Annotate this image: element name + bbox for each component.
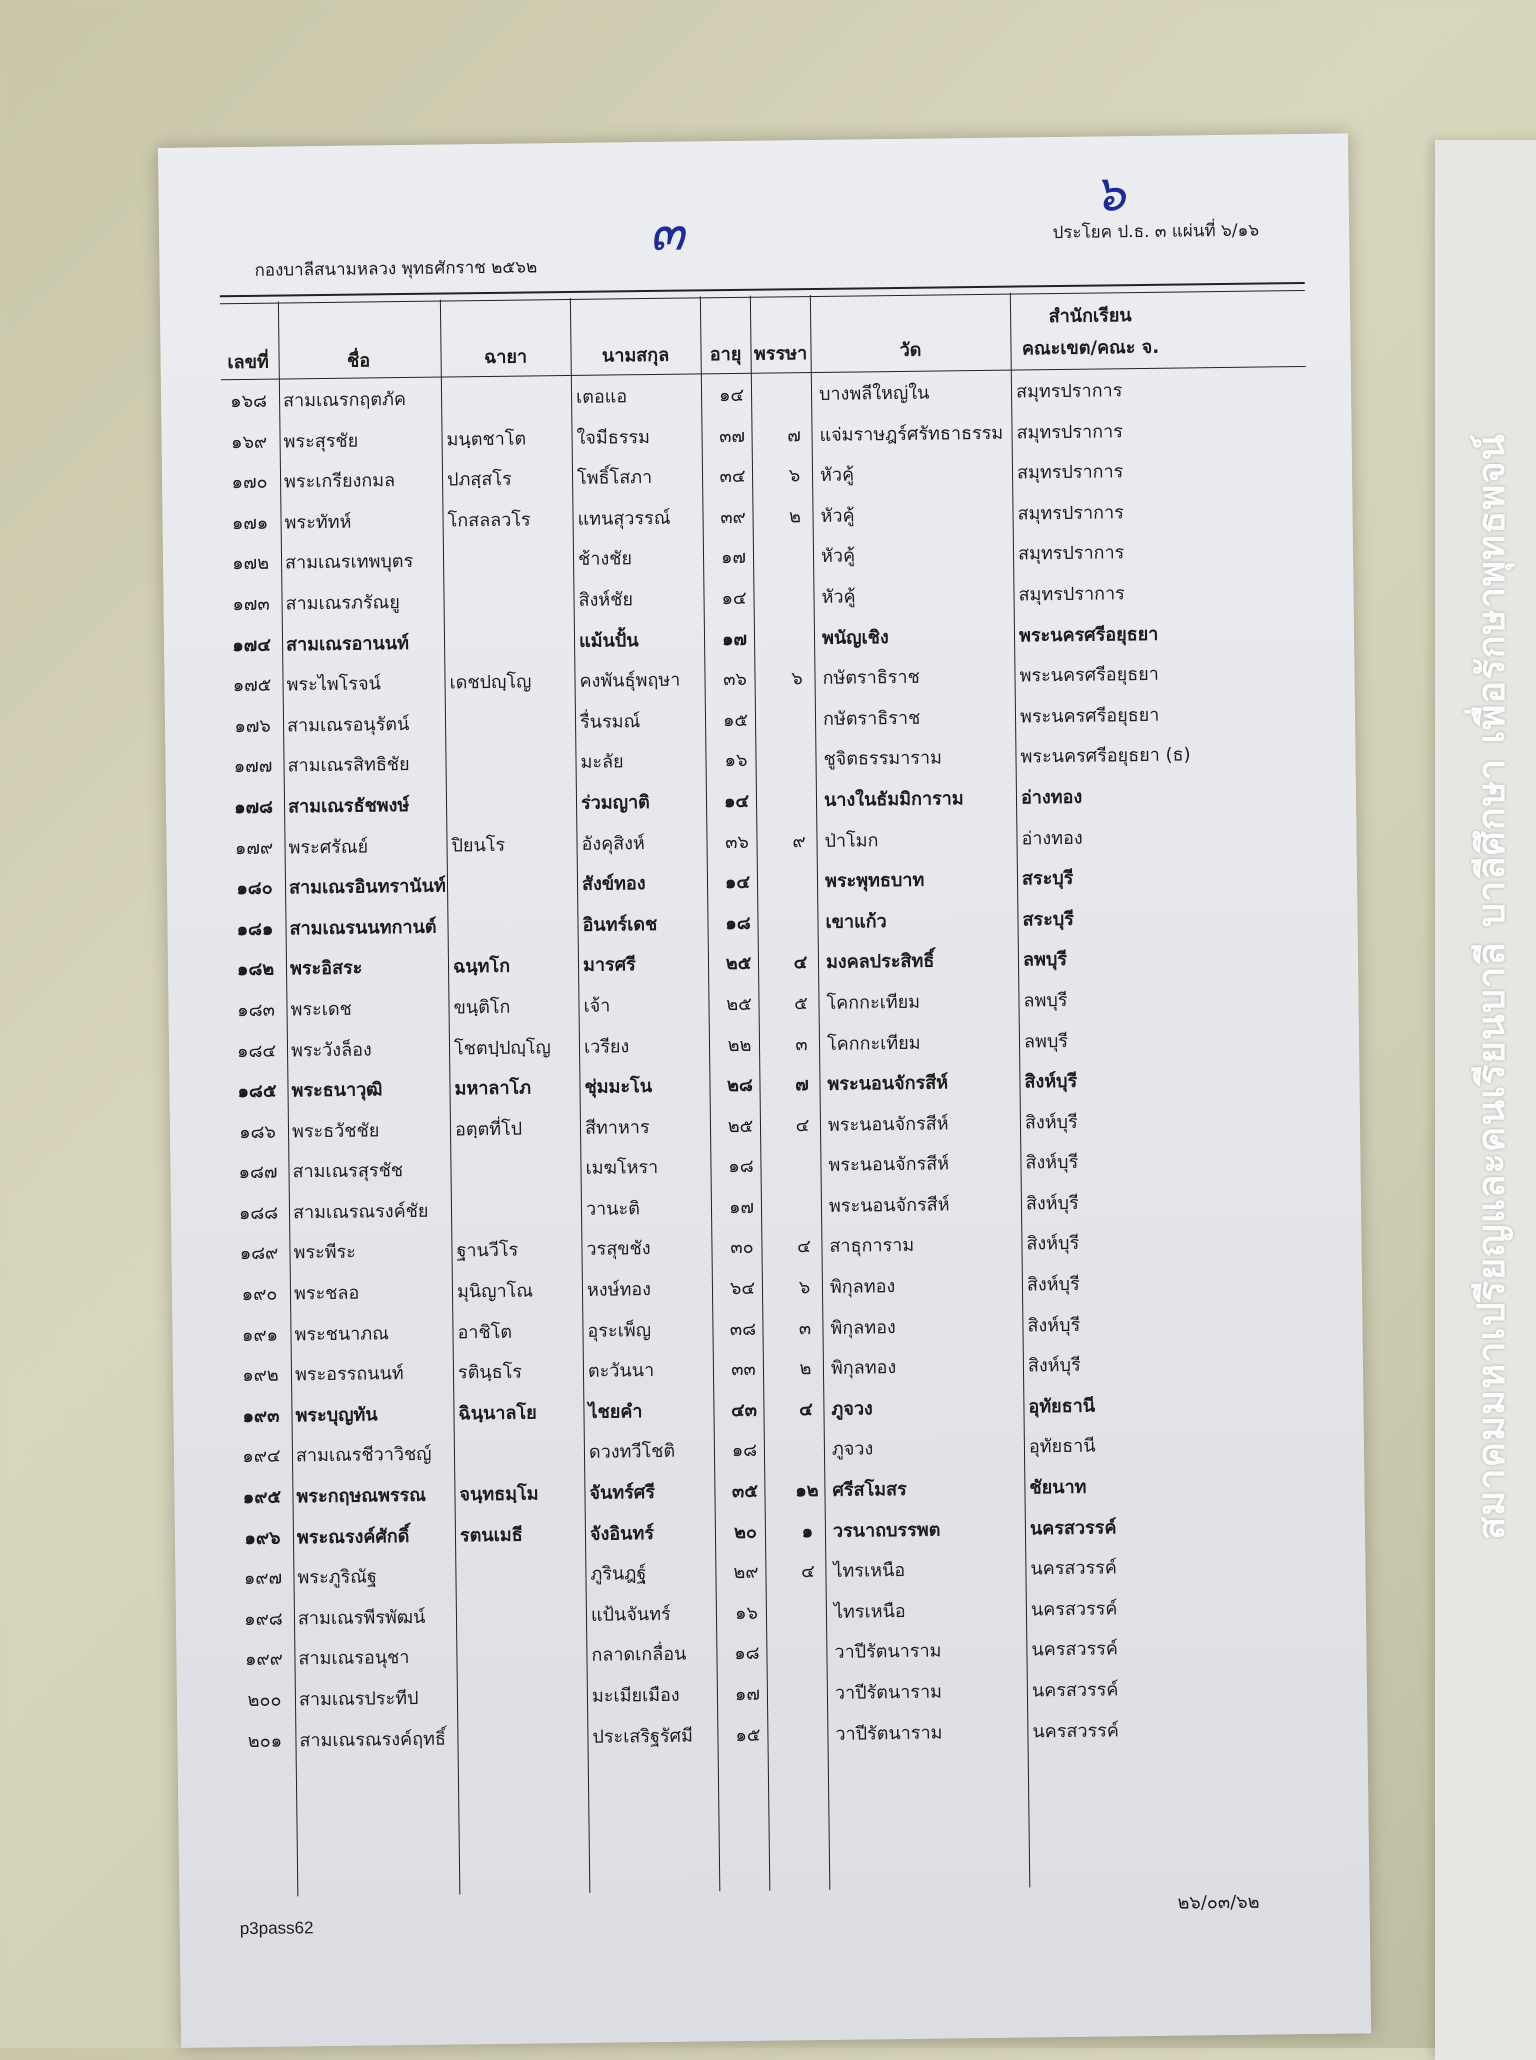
cell-age: ๒๙ — [733, 1561, 759, 1584]
cell-name: พระทัทห์ — [284, 511, 352, 534]
cell-wat: นางในธัมมิการาม — [823, 788, 964, 811]
cell-surname: อังคุสิงห์ — [581, 832, 645, 855]
cell-phansa — [782, 1718, 837, 1719]
cell-no: ๑๘๔ — [236, 1040, 277, 1062]
cell-chaya: มหาลาโภ — [454, 1077, 532, 1100]
cell-no: ๑๙๐ — [241, 1283, 278, 1306]
cell-surname: ชุ่มมะโน — [584, 1076, 653, 1098]
cell-phansa — [782, 1678, 837, 1679]
cell-name: พระบุญทัน — [295, 1404, 378, 1427]
cell-office: พระนครศรีอยุธยา (ธ) — [1020, 744, 1191, 768]
cell-phansa — [770, 744, 825, 745]
col-header-office: สำนักเรียน — [1048, 305, 1132, 328]
cell-phansa: ๓ — [798, 1317, 812, 1339]
cell-phansa: ๒ — [788, 505, 802, 528]
col-header-wat: วัด — [899, 339, 922, 361]
cell-wat: วาปีรัตนาราม — [834, 1681, 943, 1704]
cell-no: ๑๘๘ — [238, 1202, 279, 1224]
cell-wat: โคกกะเทียม — [826, 1032, 921, 1055]
cell-phansa — [771, 785, 826, 786]
cell-wat: พิกุลทอง — [830, 1316, 896, 1339]
cell-office: อุทัยธานี — [1028, 1436, 1096, 1458]
table-header — [220, 294, 1306, 380]
cell-chaya: อตฺตที่โป — [454, 1118, 523, 1141]
cell-age: ๑๗ — [720, 547, 747, 569]
cell-age: ๑๕ — [722, 709, 749, 731]
cell-surname: กลาดเกลื่อน — [591, 1644, 687, 1667]
cell-surname: จันทร์ศรี — [589, 1482, 656, 1504]
cell-office: สมุทรปราการ — [1016, 420, 1123, 444]
cell-age: ๓๓ — [731, 1359, 756, 1381]
cell-age: ๓๖ — [723, 669, 748, 691]
cell-office: สิงห์บุรี — [1025, 1192, 1079, 1215]
cell-chaya: รตนเมธี — [459, 1524, 523, 1547]
cell-age: ๒๕ — [725, 953, 752, 975]
cell-surname: คงพันธุ์พฤษา — [579, 669, 681, 693]
cell-no: ๑๙๗ — [243, 1567, 283, 1590]
cell-name: สามเณรอนุรัตน์ — [286, 713, 410, 737]
cell-age: ๔๓ — [730, 1399, 758, 1421]
cell-phansa: ๖ — [788, 465, 801, 487]
cell-phansa: ๓ — [795, 1033, 808, 1055]
document-header-right: ประโยค ป.ธ. ๓ แผ่นที่ ๖/๑๖ — [1052, 220, 1260, 244]
cell-office: นครสวรรค์ — [1030, 1598, 1118, 1621]
cell-phansa — [768, 582, 823, 583]
cell-surname: จังอินทร์ — [589, 1522, 655, 1545]
cell-age: ๓๗ — [719, 425, 746, 447]
cell-chaya: มนฺตชาโต — [446, 428, 527, 451]
cell-surname: รื่นรมณ์ — [579, 710, 641, 733]
cell-wat: กษัตราธิราช — [822, 707, 921, 730]
document-page — [158, 133, 1371, 2047]
cell-name: พระวังล็อง — [290, 1038, 372, 1061]
cell-wat: หัวคู้ — [820, 505, 855, 527]
cell-phansa — [769, 622, 824, 623]
cell-chaya: ฉนฺทโก — [452, 956, 511, 978]
cell-surname: อุระเพ็ญ — [587, 1319, 652, 1342]
cell-no: ๑๗๖ — [234, 715, 271, 737]
cell-surname: ไชยคำ — [588, 1401, 643, 1423]
cell-no: ๑๘๓ — [237, 999, 275, 1022]
cell-surname: โพธิ์โสภา — [576, 467, 653, 490]
cell-surname: แทนสุวรรณ์ — [577, 507, 671, 530]
cell-office: อ่างทอง — [1021, 827, 1083, 850]
cell-office: นครสวรรค์ — [1031, 1679, 1119, 1702]
cell-office: สิงห์บุรี — [1026, 1233, 1080, 1255]
cell-wat: พระนอนจักรสีห์ — [827, 1072, 949, 1095]
cell-phansa — [779, 1434, 834, 1435]
cell-age: ๒๒ — [727, 1034, 752, 1056]
cell-wat: ศรีสโมสร — [832, 1478, 907, 1501]
cell-surname: อินทร์เดช — [582, 913, 658, 936]
cell-no: ๑๗๑ — [231, 512, 269, 534]
table-body — [221, 367, 1323, 1760]
cell-office: สมุทรปราการ — [1017, 542, 1125, 565]
cell-chaya: ขนฺติโก — [453, 996, 511, 1019]
col-header-office-sub: คณะเขต/คณะ จ. — [1021, 336, 1160, 360]
cell-office: สิงห์บุรี — [1024, 1070, 1078, 1093]
cell-no: ๑๗๒ — [232, 553, 270, 575]
cell-age: ๒๕ — [727, 1115, 754, 1137]
cell-phansa: ๔ — [799, 1398, 813, 1421]
cell-office: สิงห์บุรี — [1027, 1314, 1081, 1337]
cell-wat: พระนอนจักรสีห์ — [828, 1153, 950, 1177]
cell-office: สิงห์บุรี — [1024, 1111, 1078, 1134]
cell-chaya: เดชปญฺโญ — [449, 671, 532, 694]
cell-surname: ประเสริฐรัศมี — [592, 1725, 694, 1748]
cell-office: ลพบุรี — [1023, 1030, 1069, 1052]
cell-office: ลพบุรี — [1023, 989, 1068, 1012]
cell-chaya: อาชิโต — [457, 1321, 513, 1344]
cell-no: ๑๙๕ — [242, 1486, 282, 1509]
cell-phansa: ๔ — [797, 1236, 811, 1258]
cell-no: ๑๖๙ — [230, 431, 268, 453]
cell-no: ๑๙๓ — [242, 1405, 280, 1427]
cell-surname: สีทาหาร — [584, 1116, 650, 1139]
cell-no: ๑๘๖ — [239, 1121, 277, 1143]
cell-no: ๑๗๐ — [231, 471, 268, 494]
cell-no: ๑๙๑ — [241, 1324, 279, 1346]
cell-no: ๑๙๘ — [244, 1608, 283, 1630]
cell-office: นครสวรรค์ — [1029, 1517, 1117, 1540]
cell-office: สระบุรี — [1022, 908, 1075, 931]
cell-name: พระสุรชัย — [283, 430, 359, 453]
cell-surname: เจ้า — [583, 995, 611, 1017]
handwritten-corner-number: ๖ — [1093, 164, 1126, 223]
cell-no: ๑๗๔ — [232, 634, 272, 656]
cell-office: สมุทรปราการ — [1015, 380, 1123, 403]
cell-name: สามเณรชีวาวิชญ์ — [295, 1444, 432, 1467]
cell-office: สระบุรี — [1021, 867, 1074, 890]
cell-phansa: ๗ — [787, 424, 801, 446]
cell-name: พระภูริณัฐ — [297, 1566, 377, 1589]
cell-name: พระพีระ — [293, 1242, 357, 1264]
cell-surname: ใจมีธรรม — [576, 426, 651, 449]
cell-wat: ป่าโมก — [824, 829, 879, 852]
cell-office: นครสวรรค์ — [1030, 1557, 1118, 1580]
cell-name: พระธวัชชัย — [291, 1120, 380, 1143]
cell-wat: ภูจวง — [831, 1438, 874, 1461]
cell-chaya: ฐานวีโร — [456, 1240, 519, 1262]
cell-chaya: มุนิญาโณ — [456, 1280, 534, 1303]
cell-no: ๑๙๙ — [244, 1648, 283, 1671]
cell-wat: หัวคู้ — [821, 586, 856, 608]
cell-age: ๑๔ — [723, 790, 750, 813]
cell-age: ๖๔ — [729, 1277, 756, 1300]
cell-wat: พระพุทธบาท — [824, 869, 925, 893]
cell-name: พระชนาภณ — [294, 1322, 390, 1346]
cell-no: ๑๘๕ — [237, 1080, 277, 1103]
cell-age: ๒๕ — [726, 993, 752, 1016]
cell-phansa: ๑๒ — [795, 1480, 819, 1502]
cell-name: พระเดช — [290, 998, 352, 1021]
cell-chaya: ฉินฺนาลโย — [458, 1402, 537, 1425]
cell-wat: พระนอนจักรสีห์ — [827, 1113, 949, 1136]
cell-age: ๒๐ — [733, 1521, 758, 1543]
cell-name: สามเณรเทพบุตร — [284, 551, 414, 574]
cell-office: พระนครศรีอยุธยา — [1018, 623, 1159, 647]
cell-office: ลพบุรี — [1022, 949, 1068, 971]
cell-age: ๓๕ — [731, 1480, 759, 1503]
cell-age: ๓๖ — [725, 831, 750, 853]
cell-phansa: ๔ — [801, 1561, 815, 1583]
cell-name: สามเณรอนุชา — [298, 1647, 410, 1670]
cell-age: ๓๔ — [719, 466, 746, 488]
cell-name: สามเณรสุรชัช — [292, 1160, 404, 1183]
header-rule — [220, 282, 1305, 297]
cell-no: ๑๘๒ — [236, 958, 275, 981]
cell-office: พระนครศรีอยุธยา — [1019, 704, 1160, 728]
cell-name: สามเณรนนทกานต์ — [289, 916, 437, 940]
col-header-phansa: พรรษา — [753, 343, 808, 365]
cell-surname: เวรียง — [583, 1035, 630, 1058]
cell-office: พระนครศรีอยุธยา — [1019, 663, 1159, 687]
cell-no: ๑๗๕ — [232, 674, 272, 697]
cell-office: สมุทรปราการ — [1018, 583, 1125, 606]
cell-surname: สิงห์ชัย — [578, 589, 634, 611]
cell-phansa: ๗ — [795, 1074, 809, 1096]
cell-no: ๑๙๒ — [242, 1364, 279, 1387]
cell-name: สามเณรอินทรานันท์ — [288, 875, 446, 899]
cell-age: ๑๕ — [735, 1724, 761, 1746]
cell-surname: ตะวันนา — [587, 1360, 655, 1383]
cell-surname: มะลัย — [580, 751, 624, 774]
cell-phansa — [770, 704, 825, 705]
cell-phansa: ๔ — [793, 952, 808, 974]
cell-phansa — [766, 379, 821, 380]
cell-surname: เมฆโหรา — [585, 1157, 659, 1180]
cell-age: ๒๘ — [726, 1074, 753, 1097]
cell-wat: กษัตราธิราช — [822, 666, 920, 690]
col-header-name: ชื่อ — [346, 350, 371, 372]
cell-wat: วาปีรัตนาราม — [835, 1722, 943, 1745]
cell-surname: หงษ์ทอง — [586, 1279, 652, 1301]
cell-wat: ภูจวง — [831, 1398, 873, 1420]
cell-surname: แป้นจันทร์ — [590, 1603, 671, 1626]
cell-age: ๑๗ — [734, 1683, 761, 1706]
cell-phansa: ๙ — [792, 830, 806, 852]
cell-wat: บางพลีใหญ่ใน — [818, 382, 930, 405]
cell-name: พระกฤษณพรรณ — [296, 1484, 427, 1508]
cell-surname: ดวงทวีโชติ — [588, 1441, 676, 1464]
cell-surname: ช้างชัย — [577, 548, 633, 571]
cell-office: นครสวรรค์ — [1032, 1719, 1120, 1743]
cell-surname: สังข์ทอง — [581, 873, 646, 895]
cell-no: ๑๗๘ — [233, 796, 274, 819]
cell-no: ๑๗๙ — [234, 837, 274, 859]
cell-age: ๓๘ — [729, 1318, 757, 1340]
cell-wat: สาธุการาม — [829, 1235, 915, 1258]
cell-surname: วรสุขชัง — [586, 1238, 651, 1261]
cell-phansa: ๔ — [795, 1114, 810, 1136]
cell-phansa — [775, 1150, 830, 1151]
cell-no: ๑๙๔ — [242, 1446, 281, 1468]
cell-name: พระณรงค์ศักดิ์ — [296, 1525, 410, 1549]
cell-phansa — [772, 907, 827, 908]
cell-phansa — [768, 541, 823, 542]
cell-name: พระอรรถนนท์ — [294, 1363, 404, 1386]
cell-name: สามเณรประทีป — [298, 1687, 419, 1711]
cell-name: พระชลอ — [293, 1282, 360, 1305]
cell-no: ๒๐๑ — [247, 1730, 283, 1752]
cell-wat: วาปีรัตนาราม — [834, 1640, 942, 1664]
cell-office: ชัยนาท — [1029, 1476, 1087, 1499]
cell-age: ๑๔ — [718, 384, 745, 407]
cell-age: ๑๘ — [725, 912, 751, 934]
cell-phansa — [781, 1637, 836, 1638]
cell-name: พระเกรียงกมล — [283, 470, 396, 493]
cell-name: สามเณรสิทธิชัย — [287, 754, 410, 777]
cell-age: ๑๖ — [734, 1602, 758, 1624]
col-header-age: อายุ — [709, 343, 742, 366]
cell-name: สามเณรอานนท์ — [285, 632, 410, 656]
cell-age: ๑๗ — [721, 628, 748, 650]
results-table — [220, 294, 1323, 1760]
cell-office: สมุทรปราการ — [1016, 461, 1124, 484]
cell-wat: พระนอนจักรสีห์ — [828, 1194, 950, 1217]
cell-name: พระอิสระ — [289, 957, 363, 980]
cell-name: สามเณรธัชพงษ์ — [287, 794, 410, 818]
cell-chaya: ปิยนโร — [451, 834, 506, 856]
cell-no: ๑๘๐ — [236, 877, 273, 900]
document-header-left: กองบาลีสนามหลวง พุทธศักราช ๒๕๖๒ — [254, 257, 538, 281]
cell-age: ๑๘ — [731, 1440, 758, 1462]
cell-age: ๑๘ — [728, 1156, 754, 1178]
col-header-no: เลขที่ — [227, 351, 269, 374]
cell-age: ๑๔ — [721, 587, 747, 610]
cell-office: สมุทรปราการ — [1017, 502, 1124, 525]
cell-no: ๑๘๑ — [236, 918, 274, 940]
cell-chaya: จนฺทธมฺโม — [459, 1483, 539, 1506]
watermark-text: สมาคมมหาเปรียญและคนเรียนบาลี บาลีศึกษา เพื่อรักษาพุทธพจน์ — [1469, 433, 1513, 1540]
cell-age: ๑๘ — [734, 1643, 760, 1665]
cell-wat: โคกกะเทียม — [826, 991, 921, 1014]
cell-no: ๒๐๐ — [247, 1689, 282, 1712]
cell-wat: หัวคู้ — [819, 464, 855, 487]
cell-age: ๑๖ — [724, 750, 748, 772]
cell-name: พระธนาวุฒิ — [291, 1079, 383, 1102]
cell-phansa — [776, 1191, 831, 1192]
handwritten-number: ๓ — [648, 202, 685, 264]
cell-no: ๑๘๗ — [238, 1161, 278, 1184]
footer-date: ๒๖/๐๓/๖๒ — [1177, 1891, 1260, 1914]
cell-chaya: โกสลลวโร — [447, 509, 531, 532]
cell-name: สามเณรกฤตภัค — [282, 388, 407, 412]
cell-phansa — [781, 1597, 836, 1598]
cell-office: อ่างทอง — [1020, 786, 1083, 809]
cell-wat: วรนาถบรรพต — [832, 1519, 941, 1542]
cell-chaya: โชตปฺปญฺโญ — [453, 1036, 551, 1059]
col-header-surname: นามสกุล — [601, 344, 670, 367]
cell-chaya: รตินฺธโร — [457, 1361, 523, 1384]
cell-no: ๑๖๘ — [230, 390, 268, 413]
cell-no: ๑๗๗ — [233, 755, 273, 778]
cell-phansa: ๕ — [794, 993, 808, 1015]
cell-name: สามเณรพีรพัฒน์ — [297, 1606, 426, 1630]
cell-wat: พนัญเชิง — [821, 626, 889, 649]
cell-chaya: ปภสฺสโร — [446, 468, 512, 491]
cell-wat: มงคลประสิทธิ์ — [825, 950, 935, 974]
cell-name: สามเณรณรงค์ชัย — [292, 1200, 429, 1224]
cell-wat: เขาแก้ว — [825, 910, 887, 933]
cell-phansa: ๑ — [801, 1520, 814, 1542]
cell-wat: ชูจิตธรรมาราม — [823, 747, 943, 771]
cell-name: สามเณรณรงค์ฤทธิ์ — [299, 1728, 447, 1751]
cell-age: ๑๗ — [728, 1196, 755, 1218]
cell-phansa: ๖ — [798, 1277, 811, 1299]
cell-phansa — [772, 866, 827, 867]
cell-office: นครสวรรค์ — [1031, 1638, 1119, 1661]
cell-wat: พิกุลทอง — [829, 1276, 896, 1298]
cell-surname: เตอแอ — [575, 386, 628, 408]
col-header-chaya: ฉายา — [483, 346, 528, 369]
cell-age: ๑๔ — [724, 871, 751, 894]
cell-surname: มะเมียเมือง — [591, 1684, 680, 1707]
cell-name: สามเณรภรัณยู — [285, 592, 400, 615]
cell-age: ๓๙ — [720, 506, 746, 528]
cell-surname: ภูรินฎฐ์ุ — [590, 1563, 647, 1586]
cell-phansa: ๖ — [791, 668, 803, 690]
cell-office: สิงห์บุรี — [1027, 1355, 1081, 1377]
cell-wat: ไทรเหนือ — [833, 1560, 906, 1583]
footer-code: p3pass62 — [239, 1918, 314, 1939]
cell-wat: ไทรเหนือ — [833, 1600, 906, 1623]
cell-phansa: ๒ — [799, 1358, 812, 1380]
cell-wat: หัวคู้ — [820, 545, 856, 568]
cell-name: พระไพโรจน์ — [286, 673, 382, 696]
cell-name: พระศรัณย์ — [288, 836, 369, 858]
cell-surname: แม้นปั้น — [578, 629, 639, 652]
cell-age: ๓๐ — [730, 1237, 754, 1259]
cell-surname: วานะติ — [585, 1198, 641, 1220]
cell-office: สิงห์บุรี — [1026, 1273, 1080, 1296]
cell-no: ๑๙๖ — [244, 1527, 281, 1549]
cell-surname: ร่วมญาติ — [580, 791, 650, 814]
cell-surname: มารศรี — [582, 954, 636, 977]
cell-no: ๑๘๙ — [239, 1243, 279, 1265]
cell-wat: พิกุลทอง — [830, 1357, 897, 1380]
cell-office: สิงห์บุรี — [1025, 1152, 1079, 1174]
cell-wat: แจ่มราษฎร์ศรัทธาธรรม — [819, 422, 1004, 446]
cell-no: ๑๗๓ — [232, 593, 270, 616]
cell-office: อุทัยธานี — [1028, 1395, 1096, 1418]
